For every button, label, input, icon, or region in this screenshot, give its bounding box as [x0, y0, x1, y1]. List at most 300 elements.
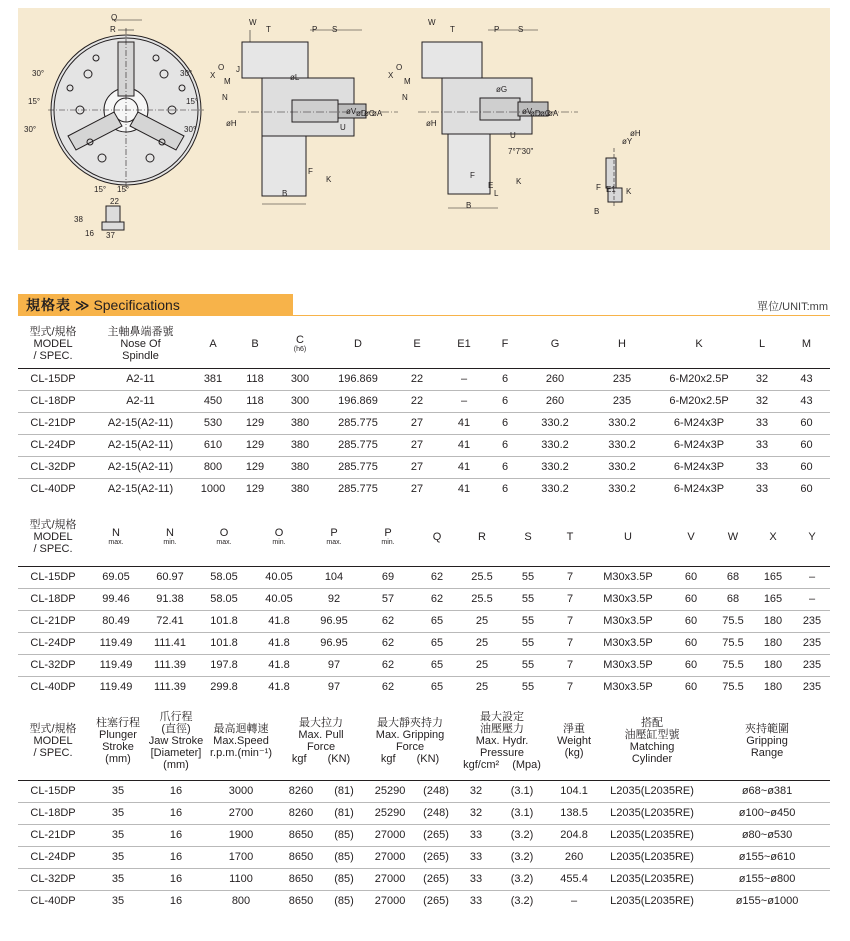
table-cell: 35 [111, 785, 125, 797]
svg-text:øG: øG [496, 85, 508, 94]
table-cell: M30x3.5P [603, 637, 653, 649]
table-cell: 300 [290, 395, 310, 407]
table-cell: (3.2) [510, 873, 534, 885]
table-cell: 33 [755, 417, 769, 429]
max-speed-header: 最高迴轉速 Max.Speed r.p.m.(min⁻¹) [209, 722, 273, 759]
table-cell: 41 [457, 483, 471, 496]
table-cell: (265) [423, 895, 449, 908]
svg-text:W: W [428, 18, 436, 27]
table-cell: 610 [203, 439, 223, 451]
table-cell: 27 [410, 439, 424, 451]
column-header: C (h6) [293, 333, 307, 353]
model-header: 型式/規格 MODEL / SPEC. [29, 518, 77, 555]
table-cell: 55 [521, 571, 535, 583]
table-cell: 65 [430, 615, 444, 627]
table-cell: 235 [612, 373, 632, 385]
table-cell: 129 [245, 483, 265, 496]
table-cell: 41.8 [268, 681, 290, 694]
table-cell: ø155~ø610 [738, 851, 796, 863]
table-cell: 235 [612, 395, 632, 407]
table-cell: 260 [545, 395, 565, 407]
table-row [18, 588, 830, 610]
table-row [18, 780, 830, 802]
column-header: A [209, 337, 217, 350]
table-cell: 55 [521, 659, 535, 671]
table-cell: 330.2 [608, 461, 636, 473]
table-cell: 40.05 [265, 571, 293, 583]
table-cell: 33 [469, 895, 483, 908]
table-cell: – [460, 395, 468, 407]
table-cell: 55 [521, 637, 535, 649]
table-cell: 8260 [288, 785, 314, 797]
table-cell: 180 [763, 615, 783, 627]
table-cell: 60 [800, 439, 813, 451]
model-cell: CL-40DP [30, 895, 76, 908]
table-cell: 33 [469, 829, 483, 841]
table-cell: 196.869 [338, 373, 378, 385]
table-cell: L2035(L2035RE) [610, 895, 694, 908]
table-cell: 6 [501, 395, 509, 407]
table-cell: L2035(L2035RE) [610, 785, 694, 797]
table-cell: (85) [334, 851, 354, 863]
table-cell: A2-11 [126, 395, 155, 407]
svg-text:M: M [224, 77, 231, 86]
table-cell: A2-11 [126, 373, 155, 385]
table-cell: 60 [684, 571, 698, 583]
column-header: P max. [326, 526, 342, 546]
table-cell: 65 [430, 681, 444, 694]
table-cell: 62 [381, 681, 395, 694]
column-header: H [618, 337, 626, 350]
table-cell: (85) [334, 829, 354, 841]
table-cell: 41 [457, 461, 471, 473]
column-header: U [624, 530, 632, 543]
svg-text:øH: øH [226, 119, 237, 128]
table-cell: M30x3.5P [603, 681, 653, 694]
model-header: 型式/規格 MODEL / SPEC. [29, 325, 77, 362]
svg-text:K: K [626, 187, 632, 196]
table-cell: 101.8 [210, 637, 238, 649]
model-cell: CL-18DP [30, 807, 76, 819]
table-cell: 35 [111, 829, 125, 841]
table-cell: M30x3.5P [603, 615, 653, 627]
table-cell: L2035(L2035RE) [610, 807, 694, 819]
title-en: Specifications [93, 297, 180, 313]
table-cell: 27 [410, 461, 424, 473]
svg-text:T: T [266, 25, 271, 34]
specifications-title [18, 294, 293, 316]
technical-drawing-panel [18, 8, 830, 250]
table-cell: 380 [290, 483, 310, 496]
table-cell: 33 [755, 461, 769, 473]
column-header: Q [432, 530, 442, 543]
table-cell: L2035(L2035RE) [610, 829, 694, 841]
table-cell: 180 [763, 637, 783, 649]
svg-text:30°: 30° [180, 69, 193, 78]
table-cell: 381 [203, 373, 223, 385]
column-header: L [758, 337, 766, 350]
svg-text:N: N [222, 93, 228, 102]
unit-label: 單位/UNIT:mm [757, 301, 828, 313]
table-cell: A2-15(A2-11) [107, 461, 174, 473]
model-cell: CL-21DP [30, 829, 76, 841]
table-row [18, 676, 830, 698]
spec-table-2 [18, 508, 830, 698]
table-cell: 330.2 [608, 439, 636, 451]
column-header: E1 [457, 337, 471, 350]
table-cell: (85) [334, 895, 354, 908]
model-cell: CL-15DP [30, 785, 76, 797]
table-cell: 8260 [288, 807, 314, 819]
svg-text:15°: 15° [94, 185, 107, 194]
table-cell: 7 [566, 637, 574, 649]
table-cell: – [808, 593, 816, 605]
table-cell: ø100~ø450 [738, 807, 796, 819]
svg-text:O: O [218, 63, 225, 72]
table-cell: 33 [469, 873, 483, 885]
table-cell: 60 [800, 417, 813, 429]
table-row [18, 890, 830, 912]
table-cell: 7 [566, 681, 574, 694]
table-cell: 16 [169, 785, 183, 797]
svg-text:øY: øY [622, 137, 633, 146]
column-header: K [695, 337, 703, 350]
svg-text:J: J [236, 65, 240, 74]
svg-text:37: 37 [106, 231, 115, 240]
svg-text:W: W [249, 18, 257, 27]
svg-text:P: P [494, 25, 500, 34]
table-cell: 8650 [288, 851, 314, 863]
table-cell: 299.8 [210, 681, 238, 694]
svg-text:O: O [396, 63, 403, 72]
svg-text:38: 38 [74, 215, 83, 224]
table-cell: ø155~ø1000 [735, 895, 799, 908]
svg-text:U: U [340, 123, 346, 132]
table-cell: (3.2) [510, 895, 534, 908]
table-cell: 75.5 [722, 681, 744, 694]
plunger-stroke-header: 柱塞行程 Plunger Stroke (mm) [96, 716, 140, 765]
table-cell: 91.38 [156, 593, 184, 605]
table-cell: 800 [231, 895, 251, 908]
table-cell: 7 [566, 571, 574, 583]
max-gripping-force-header: 最大靜夾持力 Max. Gripping Force kgf (KN) [375, 716, 445, 765]
table-cell: 22 [410, 395, 424, 407]
table-cell: 96.95 [320, 637, 348, 649]
table-cell: 104 [324, 571, 344, 583]
svg-text:øD: øD [530, 109, 541, 118]
specifications-header [18, 294, 830, 316]
table-cell: – [460, 373, 468, 385]
table-cell: 75.5 [722, 615, 744, 627]
table-cell: 25 [475, 659, 489, 671]
table-cell: 41.8 [268, 615, 290, 627]
model-cell: CL-15DP [30, 571, 76, 583]
table-cell: 285.775 [338, 483, 378, 496]
table-cell: 33 [755, 483, 769, 496]
table-cell: 27000 [374, 895, 406, 908]
svg-text:K: K [326, 175, 332, 184]
table-cell: 285.775 [338, 439, 378, 451]
model-header: 型式/規格 MODEL / SPEC. [29, 722, 77, 759]
table-cell: 60 [684, 637, 698, 649]
table-cell: 32 [469, 785, 483, 797]
svg-text:K: K [516, 177, 522, 186]
table-cell: 60 [684, 659, 698, 671]
table-cell: 27000 [374, 829, 406, 841]
table-cell: (265) [423, 851, 449, 863]
table-cell: 6-M24x3P [673, 461, 725, 473]
max-pull-force-header: 最大拉力 Max. Pull Force kgf (KN) [291, 716, 351, 765]
table-cell: 235 [802, 681, 822, 694]
table-cell: 204.8 [560, 829, 588, 841]
table-cell: 16 [169, 829, 183, 841]
table-cell: 119.49 [99, 659, 133, 671]
table-cell: 6-M24x3P [673, 483, 725, 496]
table-cell: (3.1) [510, 785, 534, 797]
svg-text:øA: øA [372, 109, 383, 118]
svg-text:P: P [312, 25, 318, 34]
table-cell: 285.775 [338, 417, 378, 429]
table-row [18, 368, 830, 390]
table-cell: 129 [245, 417, 265, 429]
table-cell: 32 [469, 807, 483, 819]
table-cell: 118 [246, 373, 264, 385]
table-row [18, 654, 830, 676]
table-cell: 41.8 [268, 637, 290, 649]
table-cell: 330.2 [541, 417, 569, 429]
table-cell: 7 [566, 615, 574, 627]
table-cell: 60.97 [156, 571, 184, 583]
svg-text:T: T [450, 25, 455, 34]
table-cell: 33 [469, 851, 483, 863]
svg-text:16: 16 [85, 229, 94, 238]
table-cell: 97 [327, 681, 341, 694]
table-cell: 35 [111, 851, 125, 863]
table-cell: A2-15(A2-11) [107, 417, 174, 429]
table-header-row [18, 702, 830, 780]
table-cell: 330.2 [608, 483, 636, 496]
table-cell: 8650 [288, 829, 314, 841]
svg-text:7°7'30": 7°7'30" [508, 147, 534, 156]
table-cell: 33 [755, 439, 769, 451]
svg-text:L: L [494, 189, 499, 198]
table-row [18, 456, 830, 478]
column-header: W [727, 530, 739, 543]
table-cell: 16 [169, 807, 183, 819]
table-cell: (81) [334, 785, 354, 797]
table-cell: 25290 [374, 807, 406, 819]
table-cell: ø68~ø381 [741, 785, 793, 797]
table-cell: 58.05 [210, 571, 238, 583]
model-cell: CL-18DP [30, 395, 76, 407]
svg-text:15°: 15° [186, 97, 199, 106]
matching-cylinder-header: 搭配 油壓缸型號 Matching Cylinder [624, 716, 680, 765]
column-header: B [251, 337, 259, 350]
table-cell: 235 [802, 615, 822, 627]
table-cell: 7 [566, 593, 574, 605]
table-cell: 22 [410, 373, 424, 385]
table-cell: 8650 [288, 873, 314, 885]
table-cell: 330.2 [541, 439, 569, 451]
table-cell: 80.49 [102, 615, 130, 627]
model-cell: CL-40DP [30, 483, 76, 496]
table-cell: (85) [334, 873, 354, 885]
table-cell: 60 [800, 483, 813, 496]
table-cell: 101.8 [210, 615, 238, 627]
table-cell: 6-M24x3P [673, 439, 725, 451]
column-header: N max. [108, 526, 124, 546]
table-cell: 43 [800, 395, 813, 407]
svg-text:øH: øH [630, 129, 641, 138]
model-cell: CL-21DP [30, 615, 76, 627]
table-cell: 455.4 [560, 873, 588, 885]
table-cell: 57 [381, 593, 395, 605]
table-cell: 62 [381, 615, 395, 627]
model-cell: CL-32DP [30, 461, 76, 473]
table-cell: – [808, 571, 816, 583]
table-cell: 6 [501, 439, 509, 451]
title-arrow: ≫ [74, 297, 90, 313]
table-cell: 6 [501, 373, 509, 385]
svg-text:22: 22 [110, 197, 119, 206]
table-cell: 1000 [200, 483, 226, 496]
table-cell: 235 [802, 637, 822, 649]
table-cell: 60 [684, 615, 698, 627]
table-cell: 380 [290, 439, 310, 451]
table-cell: 165 [763, 593, 783, 605]
svg-text:øL: øL [290, 73, 300, 82]
table-cell: (81) [334, 807, 354, 819]
table-cell: 75.5 [722, 637, 744, 649]
title-zh: 規格表 [26, 297, 71, 313]
table-cell: 8650 [288, 895, 314, 908]
table-cell: 55 [521, 615, 535, 627]
table-row [18, 868, 830, 890]
table-row [18, 610, 830, 632]
svg-text:30°: 30° [24, 125, 37, 134]
svg-text:øC: øC [540, 109, 551, 118]
table-cell: A2-15(A2-11) [107, 439, 174, 451]
model-cell: CL-40DP [30, 681, 76, 694]
table-row [18, 566, 830, 588]
table-cell: 180 [763, 681, 783, 694]
table-cell: 75.5 [722, 659, 744, 671]
table-cell: 92 [327, 593, 341, 605]
svg-text:30°: 30° [184, 125, 197, 134]
table-cell: 27 [410, 483, 424, 496]
table-cell: 32 [755, 395, 769, 407]
table-cell: 118 [246, 395, 264, 407]
table-cell: ø80~ø530 [741, 829, 793, 841]
table-cell: 60 [684, 681, 698, 694]
svg-text:X: X [388, 71, 394, 80]
table-cell: 180 [763, 659, 783, 671]
svg-text:F: F [470, 171, 475, 180]
svg-text:30°: 30° [32, 69, 45, 78]
jaw-stroke-header: 爪行程 (直徑) Jaw Stroke [Diameter] (mm) [148, 710, 204, 771]
svg-text:F: F [596, 183, 601, 192]
table-cell: 6-M20x2.5P [669, 395, 729, 407]
model-cell: CL-24DP [30, 637, 76, 649]
table-cell: 6 [501, 461, 509, 473]
table-cell: – [570, 895, 578, 908]
side-view-2 [418, 30, 578, 208]
table-cell: 380 [290, 461, 310, 473]
table-cell: 6-M20x2.5P [669, 373, 729, 385]
table-cell: 104.1 [560, 785, 588, 797]
table-cell: M30x3.5P [603, 571, 653, 583]
svg-text:øD: øD [356, 109, 367, 118]
svg-text:øV: øV [346, 107, 357, 116]
table-cell: 1100 [229, 873, 253, 885]
model-cell: CL-24DP [30, 439, 76, 451]
table-cell: (265) [423, 829, 449, 841]
table-cell: 285.775 [338, 461, 378, 473]
table-cell: 138.5 [560, 807, 588, 819]
table-cell: 25 [475, 615, 489, 627]
column-header: Y [808, 530, 816, 543]
table-cell: 40.05 [265, 593, 293, 605]
svg-text:B: B [282, 189, 288, 198]
column-header: D [354, 337, 362, 350]
table-cell: 111.39 [153, 681, 186, 694]
table-row [18, 846, 830, 868]
gripping-range-header: 夾持範圍 Gripping Range [745, 722, 790, 759]
svg-text:X: X [210, 71, 216, 80]
column-header: R [478, 530, 486, 543]
svg-text:øC: øC [364, 109, 375, 118]
table-cell: 16 [169, 851, 183, 863]
table-cell: 330.2 [541, 461, 569, 473]
svg-text:øA: øA [548, 109, 559, 118]
column-header: X [769, 530, 777, 543]
table-cell: (3.2) [510, 851, 534, 863]
table-cell: 196.869 [338, 395, 378, 407]
svg-text:E1: E1 [606, 185, 616, 194]
front-view [48, 20, 204, 230]
table-cell: 129 [245, 461, 265, 473]
jaw-detail [606, 148, 622, 208]
column-header: O max. [216, 526, 232, 546]
table-cell: 97 [327, 659, 341, 671]
svg-text:B: B [594, 207, 600, 216]
model-cell: CL-18DP [30, 593, 76, 605]
table-cell: 60 [684, 593, 698, 605]
table-cell: 68 [726, 593, 740, 605]
table-cell: 260 [564, 851, 584, 863]
svg-text:U: U [510, 131, 516, 140]
table-cell: 68 [726, 571, 740, 583]
table-cell: L2035(L2035RE) [610, 851, 694, 863]
max-hydr-pressure-header: 最大設定 油壓壓力 Max. Hydr. Pressure kgf/cm² (Mpa) [463, 710, 541, 771]
column-header: O min. [272, 526, 286, 546]
column-header: G [550, 337, 560, 350]
table-cell: 25290 [374, 785, 406, 797]
svg-text:S: S [518, 25, 524, 34]
table-cell: 99.46 [102, 593, 130, 605]
table-header-row [18, 508, 830, 566]
table-cell: 55 [521, 681, 535, 694]
table-cell: 58.05 [210, 593, 238, 605]
table-cell: 800 [203, 461, 223, 473]
column-header: 主軸鼻端番號 Nose Of Spindle [107, 325, 174, 362]
weight-header: 淨重 Weight (kg) [557, 722, 592, 759]
spec-table-1 [18, 320, 830, 500]
model-cell: CL-24DP [30, 851, 76, 863]
chuck-drawings [18, 8, 830, 250]
table-cell: 27 [410, 417, 424, 429]
model-cell: CL-21DP [30, 417, 76, 429]
